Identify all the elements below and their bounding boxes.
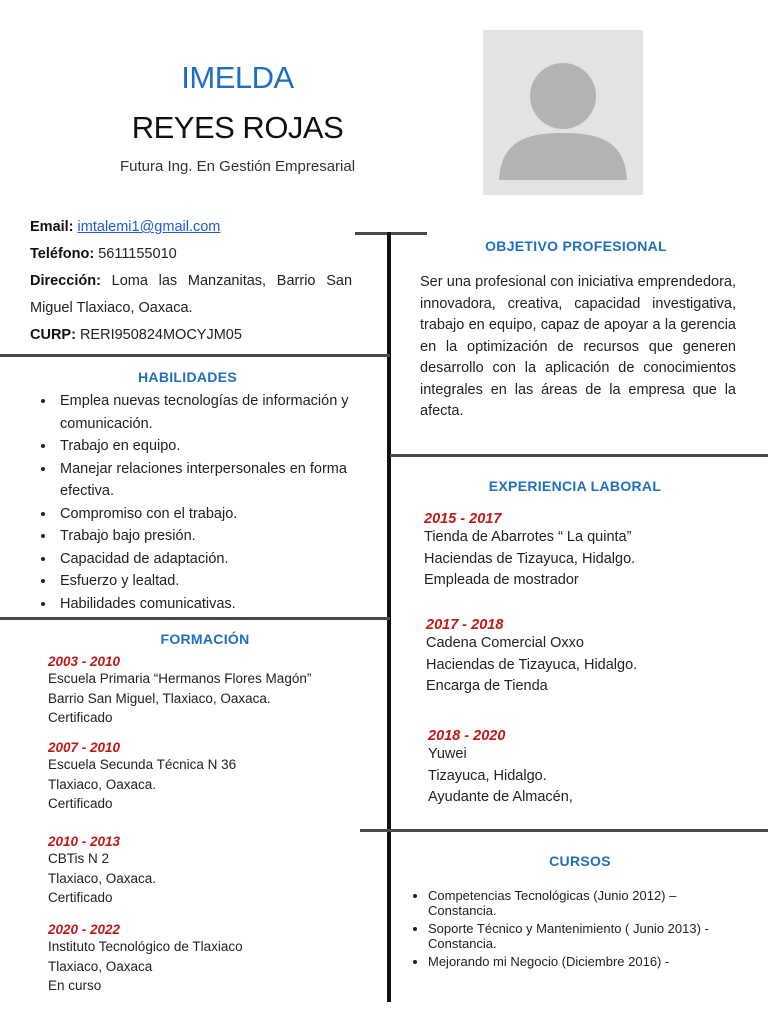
education-line: Escuela Secunda Técnica N 36 (48, 757, 237, 772)
curp-label: CURP: (30, 327, 76, 343)
education-line: Tlaxiaco, Oaxaca. (48, 870, 157, 886)
address-label: Dirección: (30, 273, 101, 289)
education-years: 2007 - 2010 (48, 740, 121, 755)
email-row (30, 214, 352, 241)
list-item: • Mejorando mi Negocio (Diciembre 2016) - (428, 954, 741, 969)
experience-line: Yuwei (428, 746, 467, 762)
education-entry (48, 922, 378, 996)
address-value: Loma las Manzanitas, Barrio San Miguel Tlaxiaco, Oaxaca. (30, 273, 353, 316)
objective-title: OBJETIVO PROFESIONAL (485, 238, 667, 254)
list-item: • Manejar relaciones interpersonales en forma efectiva. (56, 458, 370, 503)
experience-entry (424, 511, 754, 592)
objective-text: Ser una profesional con iniciativa emprendedora, innovadora, creativa, capacidad investigativa, trabajo en equipo, capaz de apoyar a la gerencia en la optimización de recursos que generen desarrollo con la aplicación de conocimientos integrales en las áreas de la empresa que la afecta. (420, 274, 736, 419)
subtitle: Futura Ing. En Gestión Empresarial (119, 158, 356, 175)
experience-entry (428, 728, 758, 809)
education-line: Certificado (48, 890, 113, 905)
education-line: Tlaxiaco, Oaxaca (48, 958, 153, 974)
education-years: 2010 - 2013 (48, 834, 121, 849)
education-line: CBTis N 2 (48, 851, 110, 866)
experience-line: Cadena Comercial Oxxo (426, 635, 584, 651)
list-item: • Habilidades comunicativas. (56, 593, 370, 616)
experience-line: Haciendas de Tizayuca, Hidalgo. (426, 656, 638, 673)
list-item: • Trabajo en equipo. (56, 435, 370, 458)
skills-list (30, 390, 370, 615)
experience-years: 2015 - 2017 (424, 511, 502, 527)
skills-title: HABILIDADES (138, 369, 237, 385)
education-line: Tlaxiaco, Oaxaca. (48, 776, 157, 792)
education-line: Certificado (48, 796, 113, 811)
experience-line: Haciendas de Tizayuca, Hidalgo. (424, 550, 636, 567)
phone-label: Teléfono: (30, 246, 95, 262)
list-item: • Competencias Tecnológicas (Junio 2012) – Constancia. (428, 888, 741, 918)
experience-line: Tienda de Abarrotes “ La quinta” (424, 529, 632, 545)
profile-photo (483, 30, 643, 195)
email-label: Email: (30, 219, 74, 235)
education-line: Barrio San Miguel, Tlaxiaco, Oaxaca. (48, 690, 271, 706)
list-item: • Compromiso con el trabajo. (56, 503, 370, 526)
education-line: En curso (48, 978, 102, 993)
list-item: • Trabajo bajo presión. (56, 525, 370, 548)
courses-list (406, 888, 741, 972)
list-item: • Soporte Técnico y Mantenimiento ( Junio 2013) - Constancia. (428, 921, 741, 951)
address-row (30, 268, 352, 322)
experience-title: EXPERIENCIA LABORAL (488, 478, 662, 494)
experience-line: Ayudante de Almacén, (428, 789, 573, 805)
curp-value: RERI950824MOCYJM05 (79, 327, 242, 343)
phone-value: 5611155010 (98, 246, 177, 262)
courses-title: CURSOS (549, 853, 611, 869)
education-entry (48, 654, 378, 728)
divider-right-1 (390, 454, 768, 457)
education-years: 2020 - 2022 (48, 922, 121, 937)
education-years: 2003 - 2010 (48, 654, 121, 669)
education-line: Escuela Primaria “Hermanos Flores Magón” (48, 671, 312, 686)
list-item: • Capacidad de adaptación. (56, 548, 370, 571)
divider-left-1 (0, 354, 390, 357)
email-link[interactable]: imtalemi1@gmail.com (77, 219, 221, 235)
list-item: • Emplea nuevas tecnologías de información y comunicación. (56, 390, 370, 435)
education-entry (48, 740, 378, 814)
education-line: Certificado (48, 710, 113, 725)
experience-years: 2018 - 2020 (428, 728, 506, 744)
education-title: FORMACIÓN (160, 631, 250, 647)
contact-info (30, 214, 352, 349)
divider-top (355, 232, 427, 235)
first-name: IMELDA (181, 60, 294, 95)
list-item: • Esfuerzo y lealtad. (56, 570, 370, 593)
experience-line: Encarga de Tienda (426, 678, 548, 694)
curp-row (30, 322, 352, 349)
education-line: Instituto Tecnológico de Tlaxiaco (48, 939, 243, 954)
experience-line: Tizayuca, Hidalgo. (428, 767, 547, 784)
experience-line: Empleada de mostrador (424, 572, 579, 588)
avatar-placeholder-icon (483, 30, 643, 195)
phone-row (30, 241, 352, 268)
divider-right-2 (360, 829, 768, 832)
experience-entry (426, 617, 756, 698)
last-name: REYES ROJAS (131, 110, 344, 145)
education-entry (48, 834, 378, 908)
experience-years: 2017 - 2018 (426, 617, 504, 633)
divider-left-2 (0, 617, 390, 620)
